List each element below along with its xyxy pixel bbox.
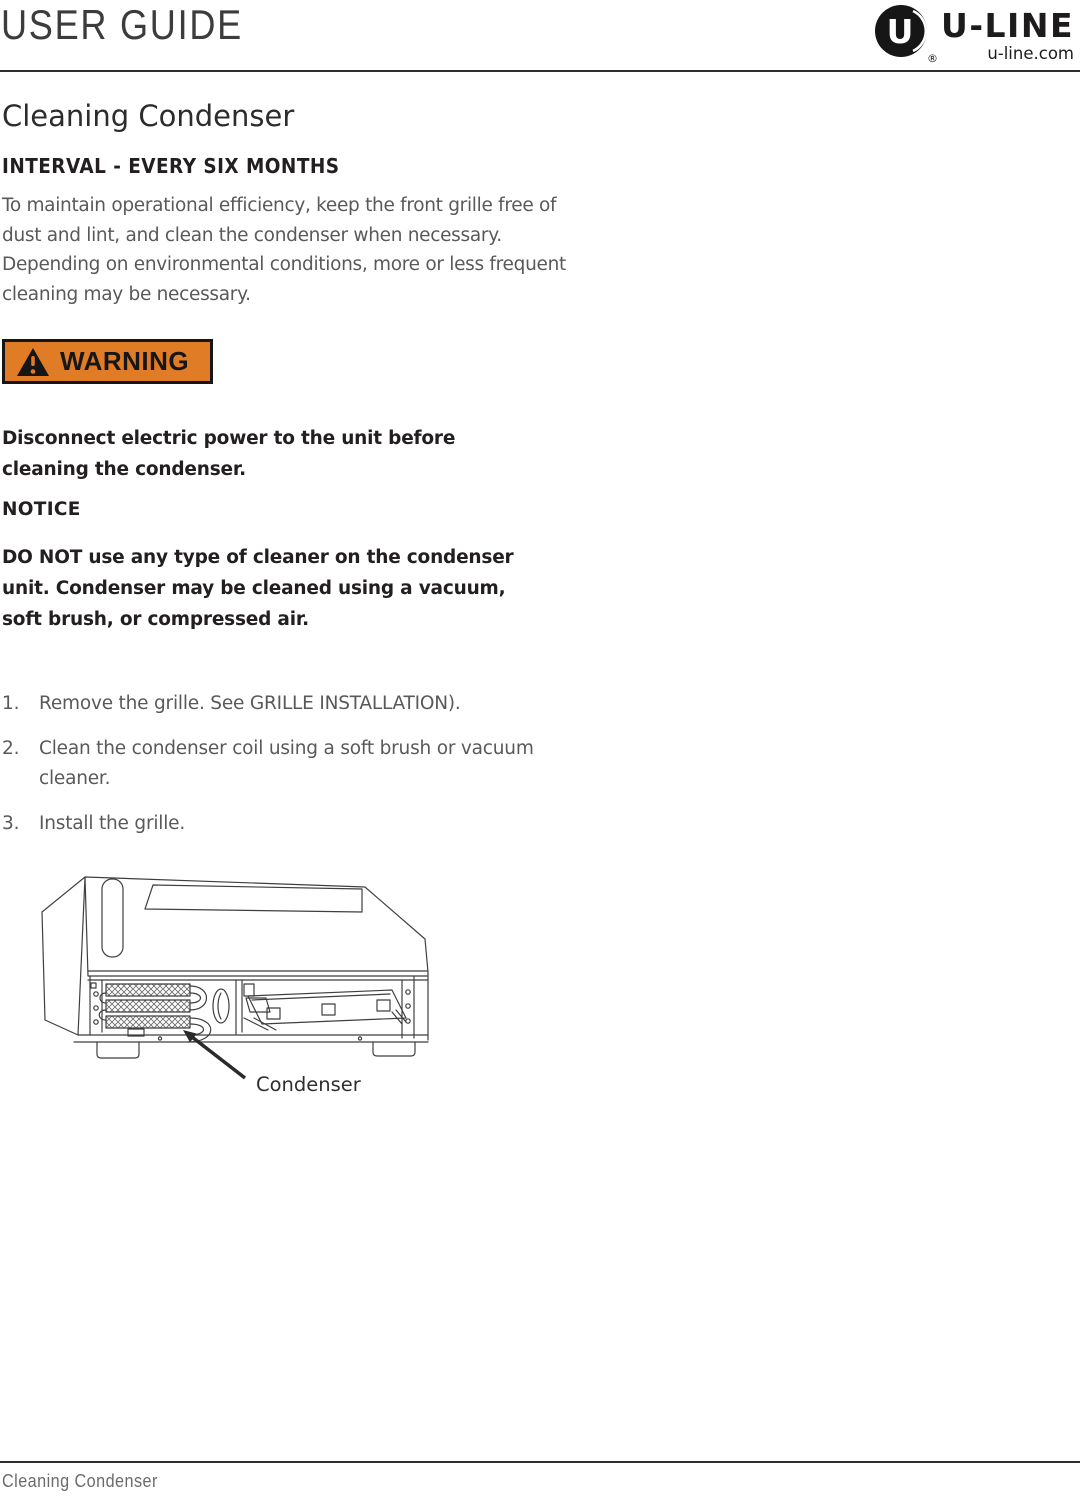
notice-instruction: DO NOT use any type of cleaner on the condenser unit. Condenser may be cleaned using a vacuum, soft brush, or compressed air. bbox=[2, 547, 514, 630]
brand-wordmark: U-LINE bbox=[941, 6, 1074, 45]
warning-label: WARNING bbox=[60, 346, 190, 376]
brand-text bbox=[941, 6, 1074, 63]
brand-website: u-line.com bbox=[987, 43, 1074, 63]
step-item: Install the grille. bbox=[39, 813, 186, 834]
warning-banner bbox=[2, 339, 213, 384]
condenser-figure bbox=[40, 872, 440, 1102]
warning-instruction: Disconnect electric power to the unit before cleaning the condenser. bbox=[2, 428, 456, 480]
logo-letter: U bbox=[886, 12, 914, 51]
procedure-steps bbox=[2, 689, 562, 854]
step-item: Remove the grille. See GRILLE INSTALLATION). bbox=[39, 693, 461, 714]
footer-page-label: Cleaning Condenser bbox=[2, 1471, 158, 1491]
figure-caption: Condenser bbox=[256, 1073, 361, 1096]
condenser-illustration bbox=[40, 872, 440, 1102]
doc-type-title: USER GUIDE bbox=[1, 1, 243, 48]
step-item: Clean the condenser coil using a soft brush or vacuum cleaner. bbox=[39, 738, 534, 789]
brand-logo bbox=[873, 3, 1074, 65]
warning-triangle-icon bbox=[16, 347, 50, 377]
page-title: Cleaning Condenser bbox=[2, 99, 295, 133]
intro-paragraph: To maintain operational efficiency, keep the front grille free of dust and lint, and clean the condenser when necessary. Depending on environmental conditions, more or less frequent cleaning may be necessary. bbox=[2, 195, 566, 305]
condenser-pointer-arrow bbox=[183, 1030, 245, 1078]
registered-mark: ® bbox=[927, 52, 939, 65]
interval-heading: INTERVAL - EVERY SIX MONTHS bbox=[2, 154, 340, 178]
footer-divider bbox=[0, 1461, 1080, 1463]
notice-heading: NOTICE bbox=[2, 499, 81, 520]
header-divider bbox=[0, 70, 1080, 72]
uline-emblem-icon bbox=[873, 3, 939, 65]
